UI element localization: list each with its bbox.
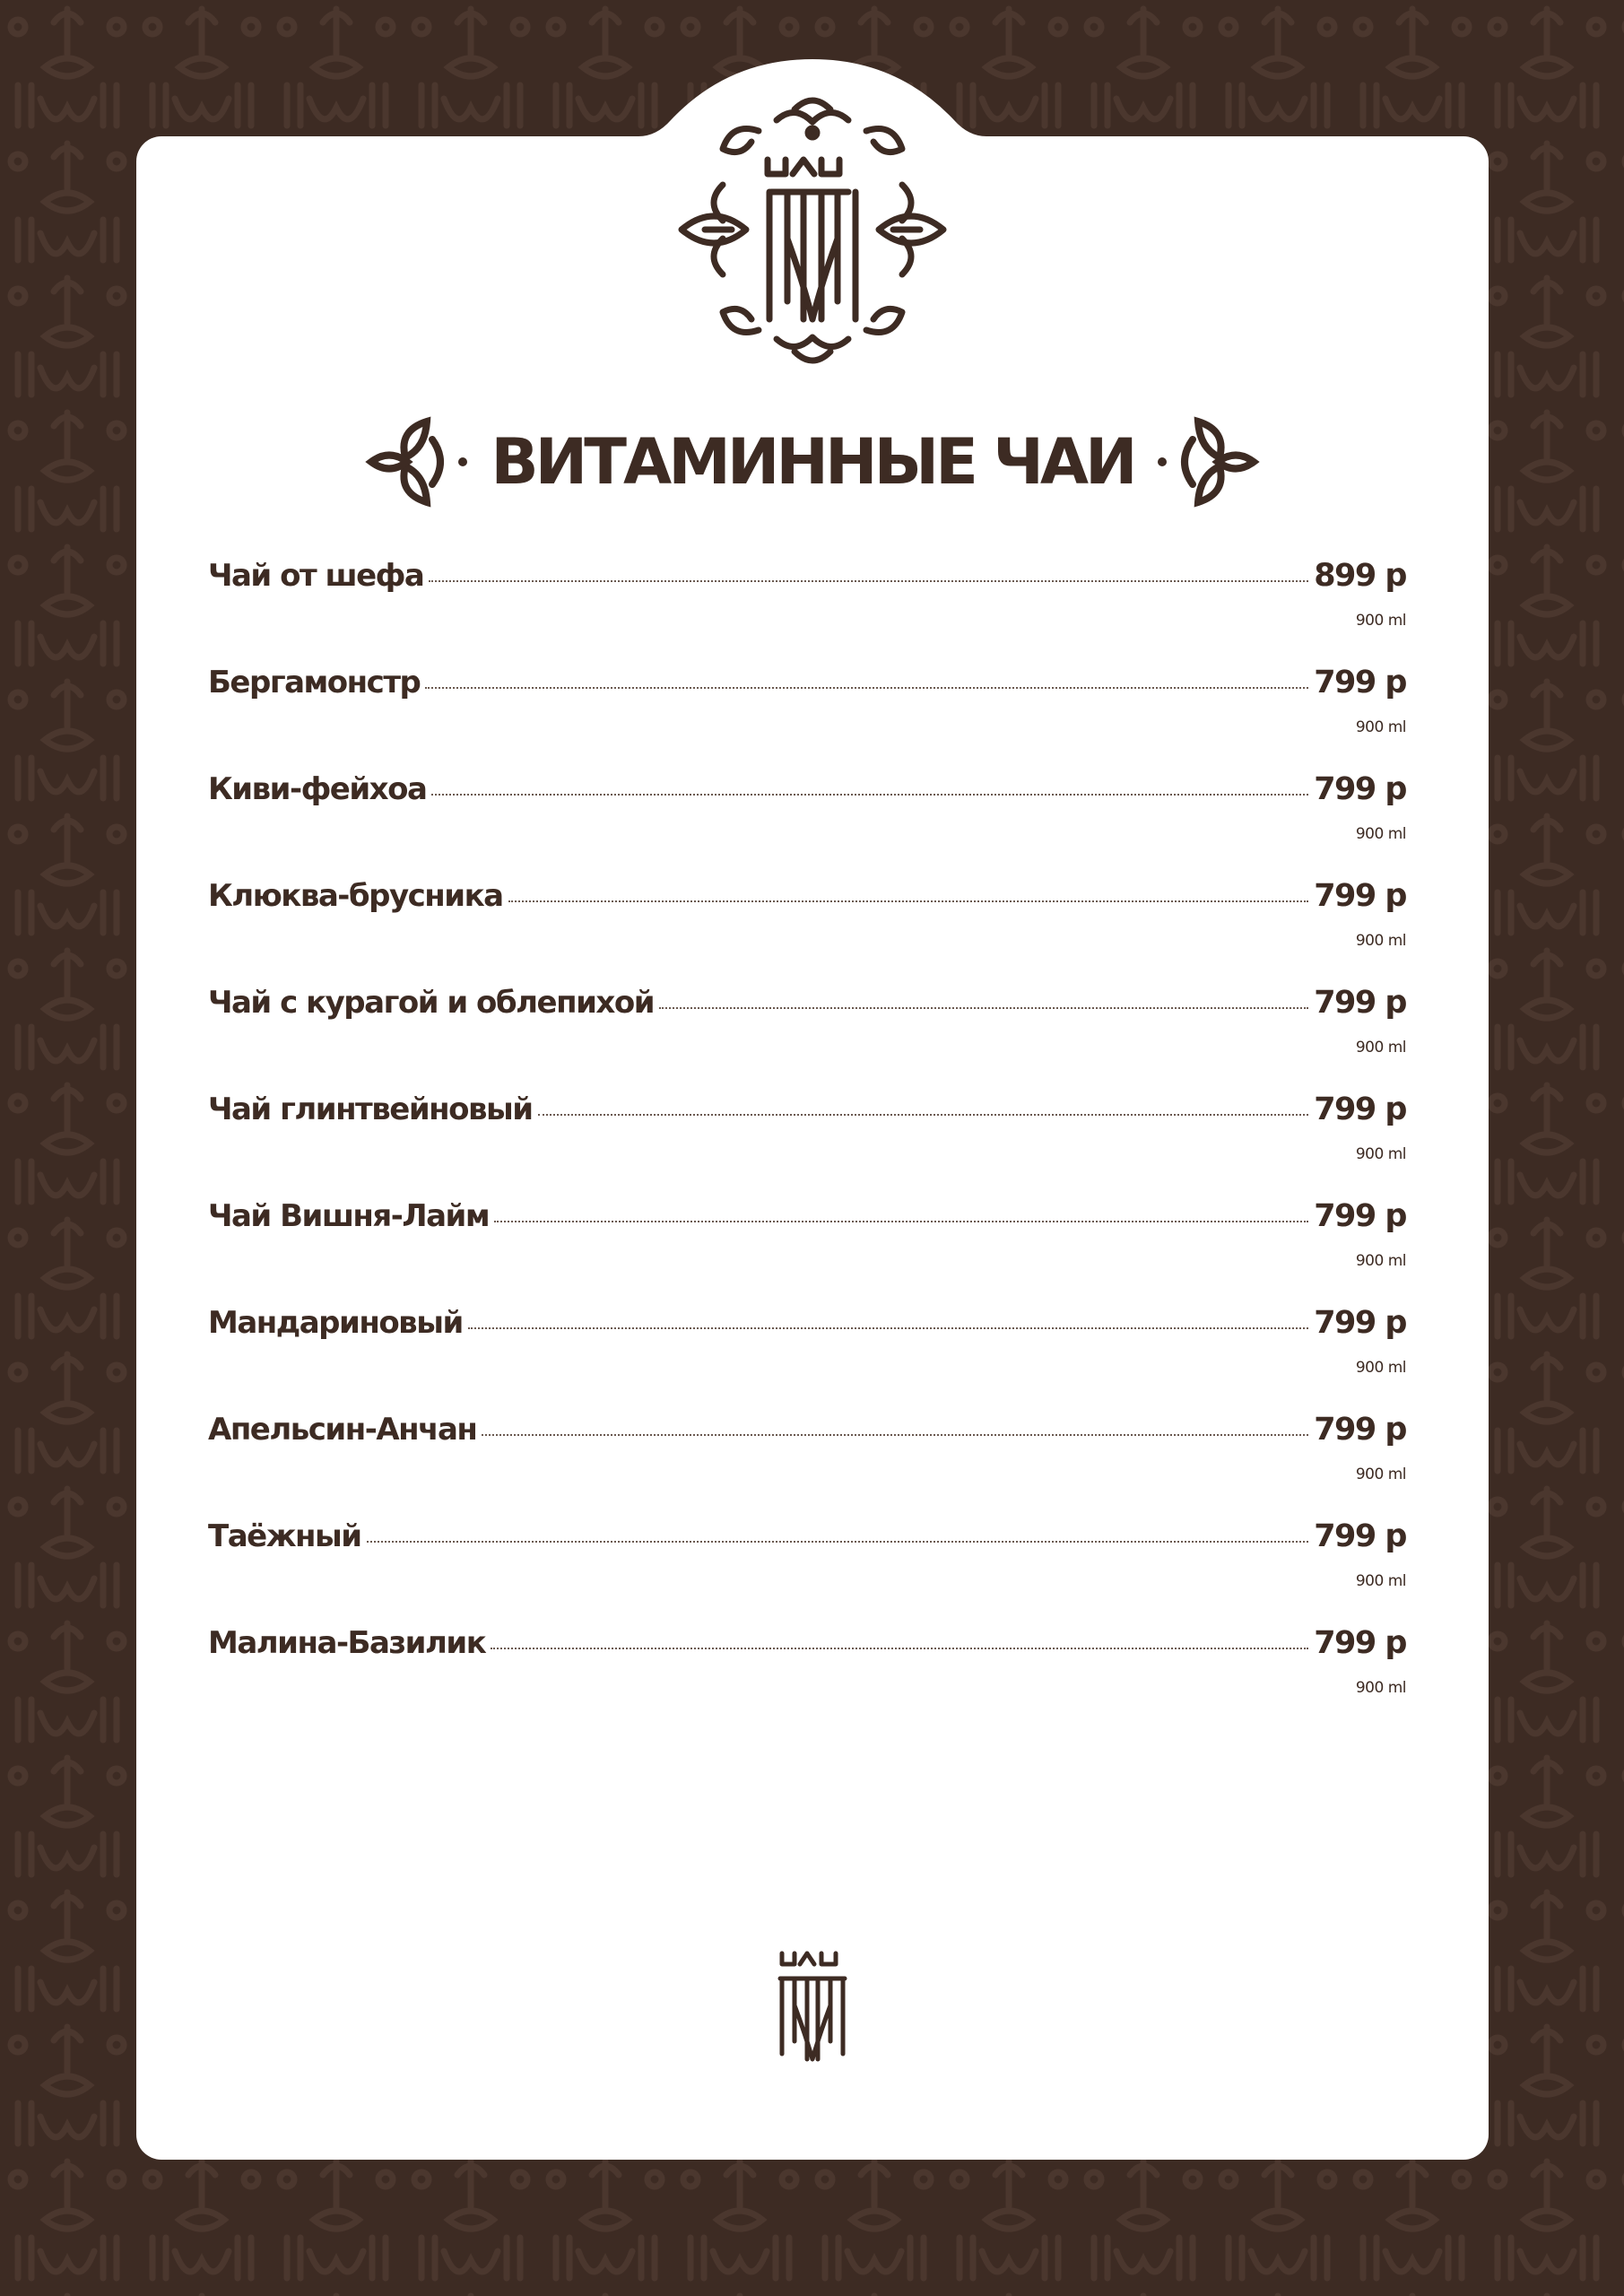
item-price: 799 р [1314,771,1406,807]
dot-leader [431,794,1308,796]
menu-item [208,1412,1406,1518]
item-price: 799 р [1314,1412,1406,1448]
menu-item [208,665,1406,771]
item-name: Чай от шефа [208,558,424,594]
section-title-row [136,408,1489,516]
item-volume: 900 ml [1355,718,1406,736]
item-price: 799 р [1314,878,1406,914]
item-price: 799 р [1314,985,1406,1021]
item-volume: 900 ml [1355,1465,1406,1483]
chai-crest-logo-icon [669,95,956,364]
item-name: Малина-Базилик [208,1625,486,1661]
menu-list [208,558,1406,1732]
item-price: 899 р [1314,558,1406,594]
dot-leader [538,1114,1309,1116]
item-volume: 900 ml [1355,825,1406,843]
item-price: 799 р [1314,1198,1406,1234]
item-volume: 900 ml [1355,1679,1406,1697]
dot-leader [659,1007,1308,1009]
item-volume: 900 ml [1355,1145,1406,1163]
menu-item [208,558,1406,665]
item-name: Клюква-брусника [208,878,503,914]
dot-leader [425,687,1308,689]
item-volume: 900 ml [1355,1359,1406,1377]
menu-item [208,1091,1406,1198]
chai-logo-icon [777,1948,848,2065]
item-volume: 900 ml [1355,932,1406,950]
menu-item [208,878,1406,985]
menu-item [208,771,1406,878]
item-volume: 900 ml [1355,612,1406,630]
menu-item [208,1518,1406,1625]
item-volume: 900 ml [1355,1252,1406,1270]
item-name: Таёжный [208,1518,361,1554]
item-name: Чай глинтвейновый [208,1091,533,1127]
item-price: 799 р [1314,1305,1406,1341]
item-name: Бергамонстр [208,665,421,700]
item-price: 799 р [1314,665,1406,700]
dot-leader [429,580,1308,582]
item-volume: 900 ml [1355,1039,1406,1057]
dot-leader [468,1327,1308,1329]
item-price: 799 р [1314,1625,1406,1661]
dot-leader [491,1648,1308,1649]
item-name: Чай Вишня-Лайм [208,1198,490,1234]
item-name: Апельсин-Анчан [208,1412,477,1448]
item-volume: 900 ml [1355,1572,1406,1590]
item-price: 799 р [1314,1091,1406,1127]
page-title: ВИТАМИННЫЕ ЧАИ [491,425,1134,499]
item-name: Мандариновый [208,1305,463,1341]
menu-item [208,1198,1406,1305]
item-name: Киви-фейхоа [208,771,427,807]
leaf-ornament-icon [362,413,474,511]
menu-item [208,1305,1406,1412]
dot-leader [494,1221,1308,1222]
menu-item [208,1625,1406,1732]
menu-item [208,985,1406,1091]
item-name: Чай с курагой и облепихой [208,985,655,1021]
item-price: 799 р [1314,1518,1406,1554]
dot-leader [508,900,1309,902]
dot-leader [482,1434,1308,1436]
leaf-ornament-icon [1151,413,1263,511]
dot-leader [367,1541,1309,1543]
